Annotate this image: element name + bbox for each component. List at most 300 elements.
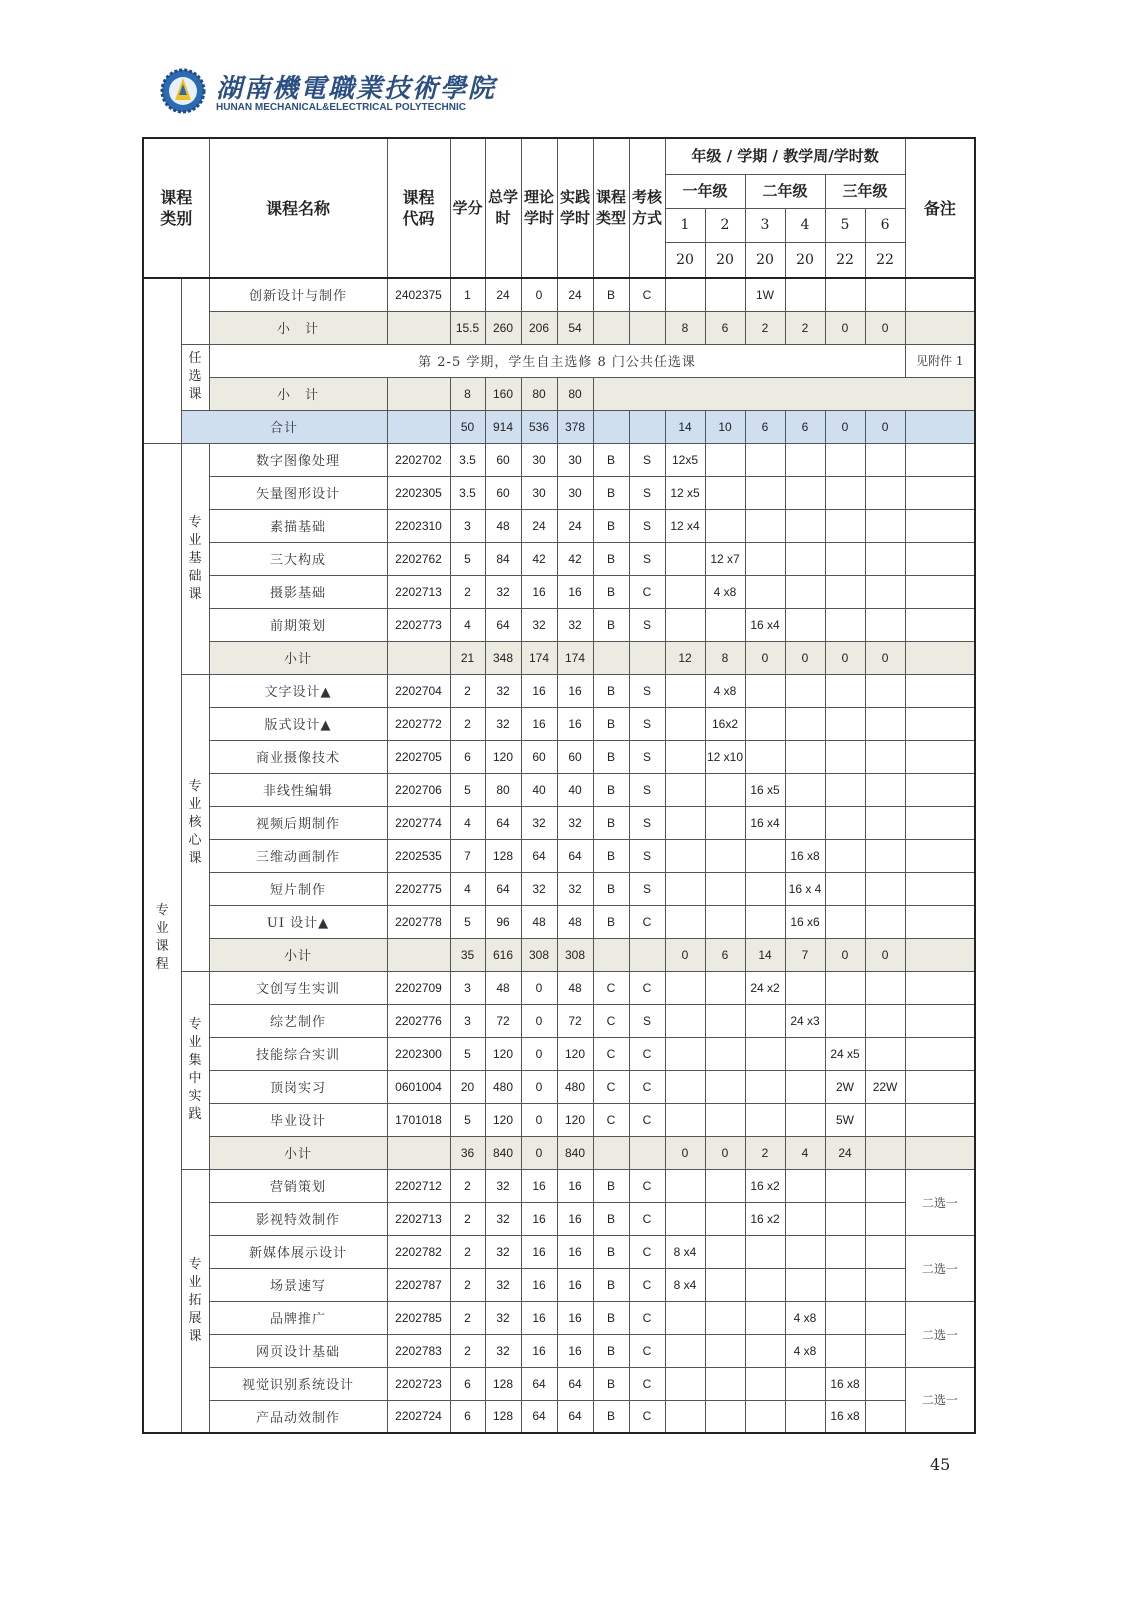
header-year3: 三年级: [825, 175, 905, 209]
weeks-3: 20: [745, 243, 785, 279]
table-cell: 0: [865, 410, 905, 443]
table-cell: 24: [557, 278, 593, 311]
table-cell: 616: [485, 938, 521, 971]
table-cell: 84: [485, 542, 521, 575]
table-cell: 24 x5: [825, 1037, 865, 1070]
course-name-text: 文字设计: [264, 685, 321, 700]
table-cell: 48: [485, 971, 521, 1004]
course-row: [143, 542, 975, 575]
table-cell: 21: [450, 641, 485, 674]
table-cell: [825, 1235, 865, 1268]
course-row: [143, 971, 975, 1004]
college-name-english: HUNAN MECHANICAL&ELECTRICAL POLYTECHNIC: [216, 102, 467, 113]
table-cell: [629, 1136, 665, 1169]
table-cell: 64: [521, 1400, 557, 1433]
table-cell: 2202723: [387, 1367, 450, 1400]
remark-cell: [905, 905, 975, 938]
table-cell: 64: [485, 806, 521, 839]
table-cell: 0: [825, 311, 865, 344]
table-cell: [905, 410, 975, 443]
table-cell: 4 x8: [785, 1334, 825, 1367]
course-name-text: 商业摄像技术: [255, 751, 340, 766]
table-cell: S: [629, 740, 665, 773]
header-course-code: 课程代码: [387, 138, 450, 278]
semester-1: 1: [665, 209, 705, 243]
remark-cell: 二选一: [905, 1301, 975, 1367]
table-cell: 16x2: [705, 707, 745, 740]
subtotal-row: [143, 641, 975, 674]
category-professional-practice: [181, 971, 209, 1169]
table-cell: [865, 608, 905, 641]
table-cell: 7: [450, 839, 485, 872]
remark-cell: [905, 1004, 975, 1037]
table-cell: 96: [485, 905, 521, 938]
table-cell: 3: [450, 1004, 485, 1037]
course-name: [209, 1334, 387, 1367]
table-cell: S: [629, 443, 665, 476]
table-cell: 12 x5: [665, 476, 705, 509]
remark-cell: [905, 1103, 975, 1136]
table-cell: 16: [521, 674, 557, 707]
table-cell: [865, 1400, 905, 1433]
table-cell: B: [593, 1235, 629, 1268]
course-name: 创新设计与制作: [209, 278, 387, 311]
table-cell: [745, 476, 785, 509]
table-cell: [705, 1070, 745, 1103]
course-name: [209, 1268, 387, 1301]
table-cell: 64: [557, 1400, 593, 1433]
header-course-type: 课程类型: [593, 138, 629, 278]
table-cell: [865, 542, 905, 575]
table-cell: 60: [521, 740, 557, 773]
table-cell: 348: [485, 641, 521, 674]
table-cell: 6: [450, 1400, 485, 1433]
table-cell: [593, 311, 629, 344]
table-cell: [865, 740, 905, 773]
table-cell: 0: [665, 938, 705, 971]
table-cell: 7: [785, 938, 825, 971]
table-cell: [905, 938, 975, 971]
table-cell: 2: [450, 1268, 485, 1301]
table-cell: [785, 1235, 825, 1268]
remark-cell: [905, 542, 975, 575]
table-cell: 40: [557, 773, 593, 806]
table-cell: 2: [450, 1301, 485, 1334]
weeks-6: 22: [865, 243, 905, 279]
table-cell: [745, 1103, 785, 1136]
course-name-text: 影视特效制作: [255, 1213, 340, 1228]
table-cell: 2202775: [387, 872, 450, 905]
table-cell: B: [593, 1367, 629, 1400]
table-cell: 2402375: [387, 278, 450, 311]
table-cell: 16: [557, 1268, 593, 1301]
table-cell: 8: [705, 641, 745, 674]
table-cell: 24 x2: [745, 971, 785, 1004]
table-cell: 2: [745, 311, 785, 344]
category-label: 专业核心课: [188, 778, 202, 866]
remark-cell: 二选一: [905, 1169, 975, 1235]
course-row: [143, 1301, 975, 1334]
table-cell: [665, 872, 705, 905]
table-cell: 32: [485, 1268, 521, 1301]
course-row: [143, 773, 975, 806]
table-cell: [745, 509, 785, 542]
table-cell: 48: [521, 905, 557, 938]
course-name: [209, 1037, 387, 1070]
table-cell: 5: [450, 773, 485, 806]
table-cell: 12 x4: [665, 509, 705, 542]
remark-cell: [905, 443, 975, 476]
table-cell: 6: [705, 938, 745, 971]
course-name-text: 视频后期制作: [255, 817, 340, 832]
college-name-chinese: 湖南機電職業技術學院: [216, 74, 497, 104]
table-cell: 8 x4: [665, 1235, 705, 1268]
course-row: [143, 1334, 975, 1367]
table-cell: 60: [557, 740, 593, 773]
table-cell: [745, 575, 785, 608]
header-year2: 二年级: [745, 175, 825, 209]
table-cell: [785, 1037, 825, 1070]
course-row: [143, 1169, 975, 1202]
table-cell: C: [629, 1169, 665, 1202]
remark-cell: 二选一: [905, 1367, 975, 1433]
table-cell: [865, 872, 905, 905]
table-cell: [745, 1367, 785, 1400]
table-cell: [825, 773, 865, 806]
table-cell: C: [629, 1400, 665, 1433]
table-cell: [705, 1202, 745, 1235]
course-name-text: 矢量图形设计: [255, 487, 340, 502]
table-cell: 2202762: [387, 542, 450, 575]
table-cell: C: [629, 1367, 665, 1400]
table-cell: [825, 806, 865, 839]
table-cell: 16: [557, 674, 593, 707]
table-cell: [665, 707, 705, 740]
table-cell: 32: [557, 872, 593, 905]
course-name: 小计: [209, 641, 387, 674]
table-cell: 2202702: [387, 443, 450, 476]
table-cell: 0: [785, 641, 825, 674]
table-cell: [705, 806, 745, 839]
college-emblem-icon: [160, 68, 206, 114]
table-cell: [665, 1334, 705, 1367]
table-cell: [629, 938, 665, 971]
course-name-text: 场景速写: [269, 1279, 326, 1294]
table-cell: 48: [557, 905, 593, 938]
table-cell: [865, 1169, 905, 1202]
table-cell: 80: [485, 773, 521, 806]
table-cell: [745, 1004, 785, 1037]
course-name: [209, 971, 387, 1004]
table-cell: 16 x6: [785, 905, 825, 938]
table-cell: 22W: [865, 1070, 905, 1103]
header-remarks: 备注: [905, 138, 975, 278]
table-cell: 8 x4: [665, 1268, 705, 1301]
table-cell: [825, 1301, 865, 1334]
table-cell: [745, 1037, 785, 1070]
table-cell: 72: [485, 1004, 521, 1037]
table-cell: 12: [665, 641, 705, 674]
table-cell: 0: [665, 1136, 705, 1169]
table-cell: 0: [825, 410, 865, 443]
table-cell: C: [629, 1235, 665, 1268]
course-row: [143, 872, 975, 905]
table-cell: [865, 1136, 905, 1169]
table-cell: 480: [485, 1070, 521, 1103]
table-cell: [387, 641, 450, 674]
table-cell: 24: [485, 278, 521, 311]
table-cell: 0: [865, 938, 905, 971]
table-cell: 40: [521, 773, 557, 806]
table-cell: B: [593, 773, 629, 806]
remark-cell: [905, 1070, 975, 1103]
table-cell: 2202709: [387, 971, 450, 1004]
table-cell: [665, 971, 705, 1004]
course-name-text: 视觉识别系统设计: [241, 1378, 354, 1393]
table-cell: 128: [485, 1367, 521, 1400]
table-cell: S: [629, 476, 665, 509]
table-cell: C: [629, 1103, 665, 1136]
table-cell: 5: [450, 1103, 485, 1136]
table-cell: 2: [450, 674, 485, 707]
table-cell: [905, 1136, 975, 1169]
table-cell: [705, 608, 745, 641]
course-name-text: 素描基础: [269, 520, 326, 535]
table-cell: 8: [450, 377, 485, 410]
table-cell: 2: [450, 1334, 485, 1367]
table-cell: 64: [521, 1367, 557, 1400]
table-cell: [665, 674, 705, 707]
course-row: [143, 806, 975, 839]
table-cell: [705, 773, 745, 806]
remark-cell: 二选一: [905, 1235, 975, 1301]
table-cell: [825, 707, 865, 740]
course-name: [209, 608, 387, 641]
table-cell: 35: [450, 938, 485, 971]
table-cell: [785, 1169, 825, 1202]
category-label: 任选课: [188, 351, 202, 402]
table-cell: S: [629, 542, 665, 575]
table-cell: 16: [557, 1235, 593, 1268]
table-cell: 2202535: [387, 839, 450, 872]
table-cell: [785, 542, 825, 575]
table-cell: 42: [521, 542, 557, 575]
table-cell: 16 x8: [785, 839, 825, 872]
table-cell: B: [593, 1169, 629, 1202]
table-cell: 2W: [825, 1070, 865, 1103]
table-cell: 72: [557, 1004, 593, 1037]
category-elective: [181, 344, 209, 410]
table-cell: [785, 278, 825, 311]
table-cell: B: [593, 1400, 629, 1433]
table-cell: [387, 938, 450, 971]
table-cell: [785, 806, 825, 839]
table-cell: B: [593, 1301, 629, 1334]
table-cell: 4: [785, 1136, 825, 1169]
table-cell: [785, 476, 825, 509]
course-name-text: 数字图像处理: [255, 454, 340, 469]
table-cell: 1: [450, 278, 485, 311]
table-cell: 0: [745, 641, 785, 674]
table-cell: B: [593, 509, 629, 542]
table-cell: [865, 1301, 905, 1334]
table-cell: [745, 674, 785, 707]
table-cell: B: [593, 278, 629, 311]
table-cell: 32: [521, 806, 557, 839]
table-cell: [825, 1169, 865, 1202]
course-row: [143, 707, 975, 740]
course-name: [209, 476, 387, 509]
table-cell: 48: [557, 971, 593, 1004]
table-cell: 60: [485, 476, 521, 509]
table-cell: 54: [557, 311, 593, 344]
table-cell: [865, 773, 905, 806]
course-name-text: 综艺制作: [269, 1015, 326, 1030]
table-cell: 0: [521, 1103, 557, 1136]
table-cell: [387, 410, 450, 443]
table-cell: [785, 608, 825, 641]
table-cell: 128: [485, 839, 521, 872]
table-cell: 5: [450, 1037, 485, 1070]
table-cell: [705, 1334, 745, 1367]
table-cell: 120: [485, 740, 521, 773]
table-cell: B: [593, 575, 629, 608]
header-grade-semester: 年级 / 学期 / 教学周/学时数: [665, 138, 905, 175]
table-cell: S: [629, 1004, 665, 1037]
weeks-1: 20: [665, 243, 705, 279]
table-cell: [745, 1268, 785, 1301]
remark-cell: [905, 476, 975, 509]
course-name-text: 网页设计基础: [255, 1345, 340, 1360]
course-name: [209, 872, 387, 905]
table-cell: [865, 1202, 905, 1235]
course-name: [209, 839, 387, 872]
table-cell: 5: [450, 905, 485, 938]
table-cell: 2202712: [387, 1169, 450, 1202]
table-cell: 36: [450, 1136, 485, 1169]
category-professional-core: [181, 674, 209, 971]
table-cell: B: [593, 1334, 629, 1367]
table-cell: 12x5: [665, 443, 705, 476]
table-cell: 30: [557, 443, 593, 476]
course-row: [143, 1268, 975, 1301]
course-name: [209, 509, 387, 542]
table-cell: [825, 1004, 865, 1037]
table-cell: [865, 1334, 905, 1367]
course-name: [209, 1103, 387, 1136]
table-cell: C: [629, 1037, 665, 1070]
table-cell: [825, 509, 865, 542]
table-cell: S: [629, 773, 665, 806]
table-cell: [593, 1136, 629, 1169]
table-cell: [865, 1235, 905, 1268]
table-cell: 2202782: [387, 1235, 450, 1268]
table-cell: [665, 542, 705, 575]
table-cell: 64: [485, 872, 521, 905]
table-cell: 2202776: [387, 1004, 450, 1037]
table-cell: [825, 1334, 865, 1367]
table-cell: 16 x4: [745, 806, 785, 839]
table-cell: [785, 1103, 825, 1136]
subtotal-row: [143, 938, 975, 971]
semester-3: 3: [745, 209, 785, 243]
remark-cell: [905, 575, 975, 608]
table-cell: 48: [485, 509, 521, 542]
table-cell: 16: [557, 575, 593, 608]
table-cell: B: [593, 740, 629, 773]
category-label: 专业课程: [155, 902, 169, 972]
table-cell: 2202787: [387, 1268, 450, 1301]
table-cell: [825, 674, 865, 707]
remark-cell: [905, 872, 975, 905]
table-cell: 16: [557, 1301, 593, 1334]
table-cell: 2: [785, 311, 825, 344]
table-cell: C: [593, 1070, 629, 1103]
table-cell: [705, 1301, 745, 1334]
table-cell: [825, 542, 865, 575]
table-cell: [785, 1367, 825, 1400]
table-cell: [665, 1037, 705, 1070]
table-cell: 32: [521, 608, 557, 641]
table-cell: 30: [521, 476, 557, 509]
table-cell: 14: [665, 410, 705, 443]
table-cell: [705, 1235, 745, 1268]
table-cell: [665, 1367, 705, 1400]
course-row: [143, 1367, 975, 1400]
table-cell: [665, 1103, 705, 1136]
table-cell: B: [593, 872, 629, 905]
course-name: [209, 806, 387, 839]
table-cell: [865, 1367, 905, 1400]
table-cell: 2202704: [387, 674, 450, 707]
table-cell: [825, 608, 865, 641]
table-cell: 32: [485, 1235, 521, 1268]
table-cell: 15.5: [450, 311, 485, 344]
table-cell: C: [629, 278, 665, 311]
remark-cell: [905, 509, 975, 542]
table-cell: 160: [485, 377, 521, 410]
table-cell: 80: [557, 377, 593, 410]
course-name: [209, 1301, 387, 1334]
course-row: [143, 905, 975, 938]
table-cell: [665, 1169, 705, 1202]
table-cell: [629, 641, 665, 674]
table-cell: [665, 278, 705, 311]
table-cell: B: [593, 608, 629, 641]
table-cell: [745, 905, 785, 938]
table-cell: 308: [557, 938, 593, 971]
table-cell: 536: [521, 410, 557, 443]
table-cell: [705, 905, 745, 938]
category-professional-basic: [181, 443, 209, 674]
table-header: [143, 138, 975, 278]
table-cell: 0: [825, 641, 865, 674]
table-cell: 16: [521, 1268, 557, 1301]
table-cell: [745, 872, 785, 905]
table-cell: 2202724: [387, 1400, 450, 1433]
remark-cell: [905, 971, 975, 1004]
table-cell: [785, 1202, 825, 1235]
course-name: [209, 1004, 387, 1037]
table-cell: [629, 311, 665, 344]
table-cell: 32: [485, 1202, 521, 1235]
remark-cell: [905, 1037, 975, 1070]
table-cell: S: [629, 806, 665, 839]
table-cell: S: [629, 707, 665, 740]
course-row: [143, 509, 975, 542]
table-cell: 16: [521, 575, 557, 608]
category-blank: [143, 278, 181, 443]
